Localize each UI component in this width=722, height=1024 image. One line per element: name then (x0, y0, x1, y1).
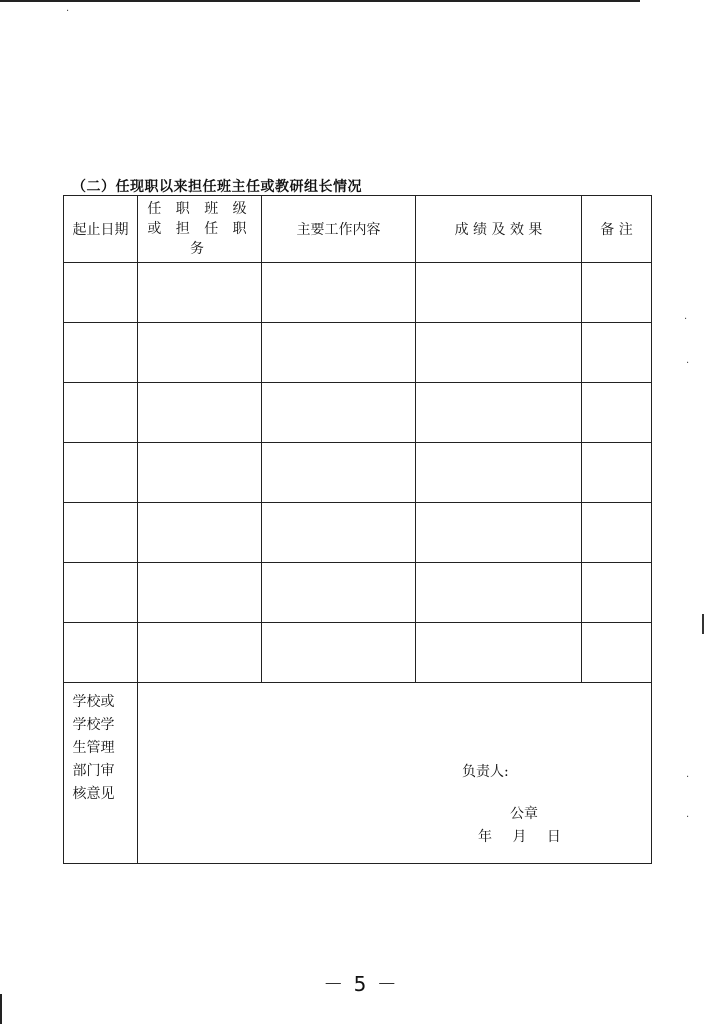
header-results: 成 绩 及 效 果 (416, 196, 582, 263)
cell-results[interactable] (416, 443, 582, 503)
cell-main-work[interactable] (262, 503, 416, 563)
scan-speck: · (686, 358, 690, 369)
cell-remarks[interactable] (582, 623, 652, 683)
scan-speck: · (686, 812, 690, 823)
top-border-rule (0, 0, 640, 2)
cell-main-work[interactable] (262, 623, 416, 683)
scan-edge-mark (702, 614, 704, 634)
cell-class-or-duty[interactable] (138, 263, 262, 323)
cell-date-range[interactable] (64, 623, 138, 683)
review-label (73, 683, 129, 806)
header-class-or-duty: 任 职 班 级 或 担 任 职 务 (138, 196, 262, 263)
section-title: （二）任现职以来担任班主任或教研组长情况 (72, 179, 362, 195)
review-label-line: 学校学 (72, 717, 115, 733)
cell-remarks[interactable] (582, 563, 652, 623)
review-row (64, 683, 652, 864)
table-row (64, 263, 652, 323)
cell-date-range[interactable] (64, 323, 138, 383)
cell-results[interactable] (416, 323, 582, 383)
review-label-line: 生管理 (72, 740, 115, 756)
cell-date-range[interactable] (64, 503, 138, 563)
table-row (64, 443, 652, 503)
cell-main-work[interactable] (262, 323, 416, 383)
cell-date-range[interactable] (64, 563, 138, 623)
page-number: － 5 － (323, 972, 399, 996)
cell-main-work[interactable] (262, 263, 416, 323)
cell-main-work[interactable] (262, 563, 416, 623)
duty-table (63, 195, 652, 864)
review-label-cell (64, 683, 138, 864)
scan-edge-mark (0, 994, 2, 1024)
table-row (64, 323, 652, 383)
cell-results[interactable] (416, 563, 582, 623)
official-seal-label: 公章 (510, 806, 538, 822)
scan-speck: · (686, 772, 690, 783)
header-remarks: 备 注 (582, 196, 652, 263)
cell-date-range[interactable] (64, 383, 138, 443)
cell-remarks[interactable] (582, 443, 652, 503)
review-opinion-cell[interactable] (138, 683, 652, 864)
cell-date-range[interactable] (64, 263, 138, 323)
cell-main-work[interactable] (262, 383, 416, 443)
cell-remarks[interactable] (582, 503, 652, 563)
table-row (64, 503, 652, 563)
cell-remarks[interactable] (582, 323, 652, 383)
table-header-row (64, 196, 652, 263)
cell-results[interactable] (416, 503, 582, 563)
cell-class-or-duty[interactable] (138, 623, 262, 683)
cell-results[interactable] (416, 383, 582, 443)
header-date-range: 起止日期 (64, 196, 138, 263)
cell-remarks[interactable] (582, 263, 652, 323)
header-main-work: 主要工作内容 (262, 196, 416, 263)
review-label-line: 核意见 (72, 786, 115, 802)
cell-main-work[interactable] (262, 443, 416, 503)
cell-class-or-duty[interactable] (138, 383, 262, 443)
cell-date-range[interactable] (64, 443, 138, 503)
cell-remarks[interactable] (582, 383, 652, 443)
cell-results[interactable] (416, 263, 582, 323)
table-row (64, 623, 652, 683)
date-line: 年 月 日 (478, 829, 561, 845)
cell-class-or-duty[interactable] (138, 563, 262, 623)
cell-class-or-duty[interactable] (138, 443, 262, 503)
cell-class-or-duty[interactable] (138, 323, 262, 383)
table-row (64, 383, 652, 443)
review-label-line: 学校或 (72, 694, 115, 710)
cell-results[interactable] (416, 623, 582, 683)
cell-class-or-duty[interactable] (138, 503, 262, 563)
table-row (64, 563, 652, 623)
review-label-line: 部门审 (72, 763, 115, 779)
scan-speck: · (684, 314, 688, 325)
scan-speck: · (66, 6, 70, 17)
responsible-person-label: 负责人: (462, 764, 509, 780)
